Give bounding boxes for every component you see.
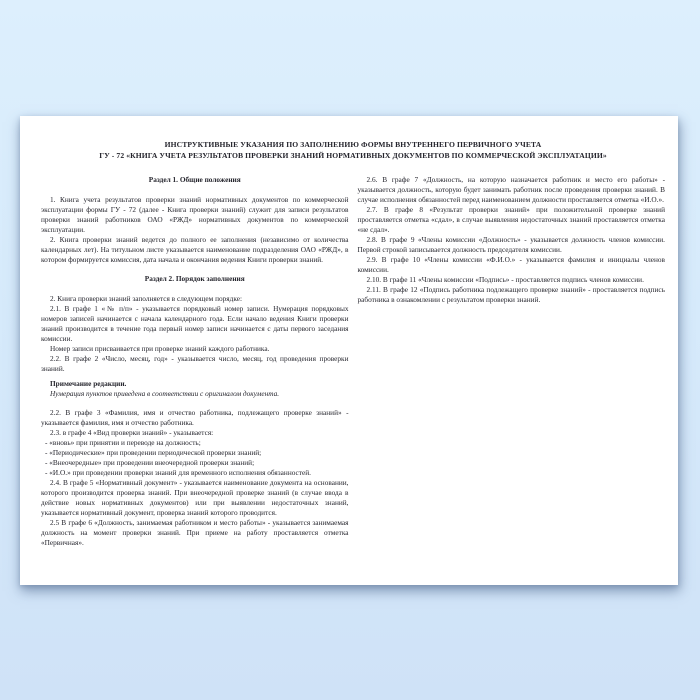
two-column-body <box>41 175 665 548</box>
paragraph: Номер записи присваивается при проверке знаний каждого работника. <box>50 344 270 353</box>
paragraph: 2.7. В графе 8 «Результат проверки знаний» при положительной проверке знаний проставляется отметка «сдал», в случае выявления недостаточных знаний проставляется отметка «не сдал». <box>357 205 665 234</box>
paragraph: 2.2. В графе 3 «Фамилия, имя и отчество работника, подлежащего проверке знаний» - указывается фамилия, имя и отчество работника. <box>41 408 349 427</box>
document-page <box>20 116 678 585</box>
section-1-heading: Раздел 1. Общие положения <box>148 175 241 184</box>
paragraph: 2.4. В графе 5 «Нормативный документ» - указывается наименование документа на основании, которого производится проверка знаний. При внеочередной проверке знаний (в случае ввода в действие новых нормативных документов) или при выявлении недостаточных знаний, указывается нормативный документ, проверка знаний которого проводится. <box>41 478 349 517</box>
list-item: - «вновь» при принятии и переводе на должность; <box>45 438 201 447</box>
paragraph: 2. Книга проверки знаний ведется до полного ее заполнения (независимо от количества календарных лет). На титульном листе указывается наименование подразделения ОАО «РЖД», в котором формируется комиссия, дата начала и окончания ведения Книги проверки знаний. <box>41 235 349 264</box>
editorial-note-text: Нумерация пунктов приведена в соответствии с оригиналом документа. <box>50 389 280 398</box>
document-title <box>41 139 665 161</box>
paragraph: 2.9. В графе 10 «Члены комиссии «Ф.И.О.» - указывается фамилия и инициалы членов комиссии. <box>357 255 665 274</box>
left-column <box>41 175 349 548</box>
paragraph: 2.5 В графе 6 «Должность, занимаемая работником и место работы» - указывается занимаемая должность на момент проверки знаний. При приеме на работу проставляется отметка «Первичная». <box>41 518 349 547</box>
editorial-note-title: Примечание редакции. <box>50 379 127 388</box>
right-column <box>358 175 666 548</box>
paragraph: 1. Книга учета результатов проверки знаний нормативных документов по коммерческой эксплуатации формы ГУ - 72 (далее - Книга проверки знаний) служит для записи результатов проверки знаний работников ОАО «РЖД» нормативных документов по коммерческой эксплуатации. <box>41 195 349 234</box>
list-item: - «Периодические» при проведении периодической проверки знаний; <box>45 448 262 457</box>
document-title-line1: ИНСТРУКТИВНЫЕ УКАЗАНИЯ ПО ЗАПОЛНЕНИЮ ФОРМЫ ВНУТРЕННЕГО ПЕРВИЧНОГО УЧЕТА <box>164 140 542 149</box>
paragraph: 2. Книга проверки знаний заполняется в следующем порядке: <box>50 294 242 303</box>
list-item: - «И.О.» при проведении проверки знаний для временного исполнения обязанностей. <box>45 468 311 477</box>
paragraph: 2.8. В графе 9 «Члены комиссии «Должность» - указывается должность членов комиссии. Первой строкой записывается должность председателя комиссии. <box>357 235 665 254</box>
paragraph: 2.3. в графе 4 «Вид проверки знаний» - указывается: <box>50 428 214 437</box>
paragraph: 2.1. В графе 1 «№ п/п» - указывается порядковый номер записи. Нумерация порядковых номеров записей начинается с начала календарного года. Если начало ведения Книги проверки знаний производится в течение года первый номер записи начинается с даты первого заседания комиссии. <box>41 304 349 343</box>
list-item: - «Внеочередные» при проведении внеочередной проверки знаний; <box>45 458 255 467</box>
paragraph: 2.10. В графе 11 «Члены комиссии «Подпись» - проставляется подпись членов комиссии. <box>366 275 644 284</box>
paragraph: 2.2. В графе 2 «Число, месяц, год» - указывается число, месяц, год проведения проверки знаний. <box>41 354 349 373</box>
section-2-heading: Раздел 2. Порядок заполнения <box>144 274 245 283</box>
paragraph: 2.11. В графе 12 «Подпись работника подлежащего проверке знаний» - проставляется подпись работника в ознакомлении с результатом проверки знаний. <box>357 285 665 304</box>
paragraph: 2.6. В графе 7 «Должность, на которую назначается работник и место его работы» - указывается должность, которую будет занимать работник после проведения проверки знаний. В случае исполнения обязанностей перед наименованием должности проставляется отметка «И.О.». <box>357 175 665 204</box>
document-title-line2: ГУ - 72 «КНИГА УЧЕТА РЕЗУЛЬТАТОВ ПРОВЕРКИ ЗНАНИЙ НОРМАТИВНЫХ ДОКУМЕНТОВ ПО КОММЕРЧЕСКОЙ ЭКСПЛУАТАЦИИ» <box>99 151 607 160</box>
